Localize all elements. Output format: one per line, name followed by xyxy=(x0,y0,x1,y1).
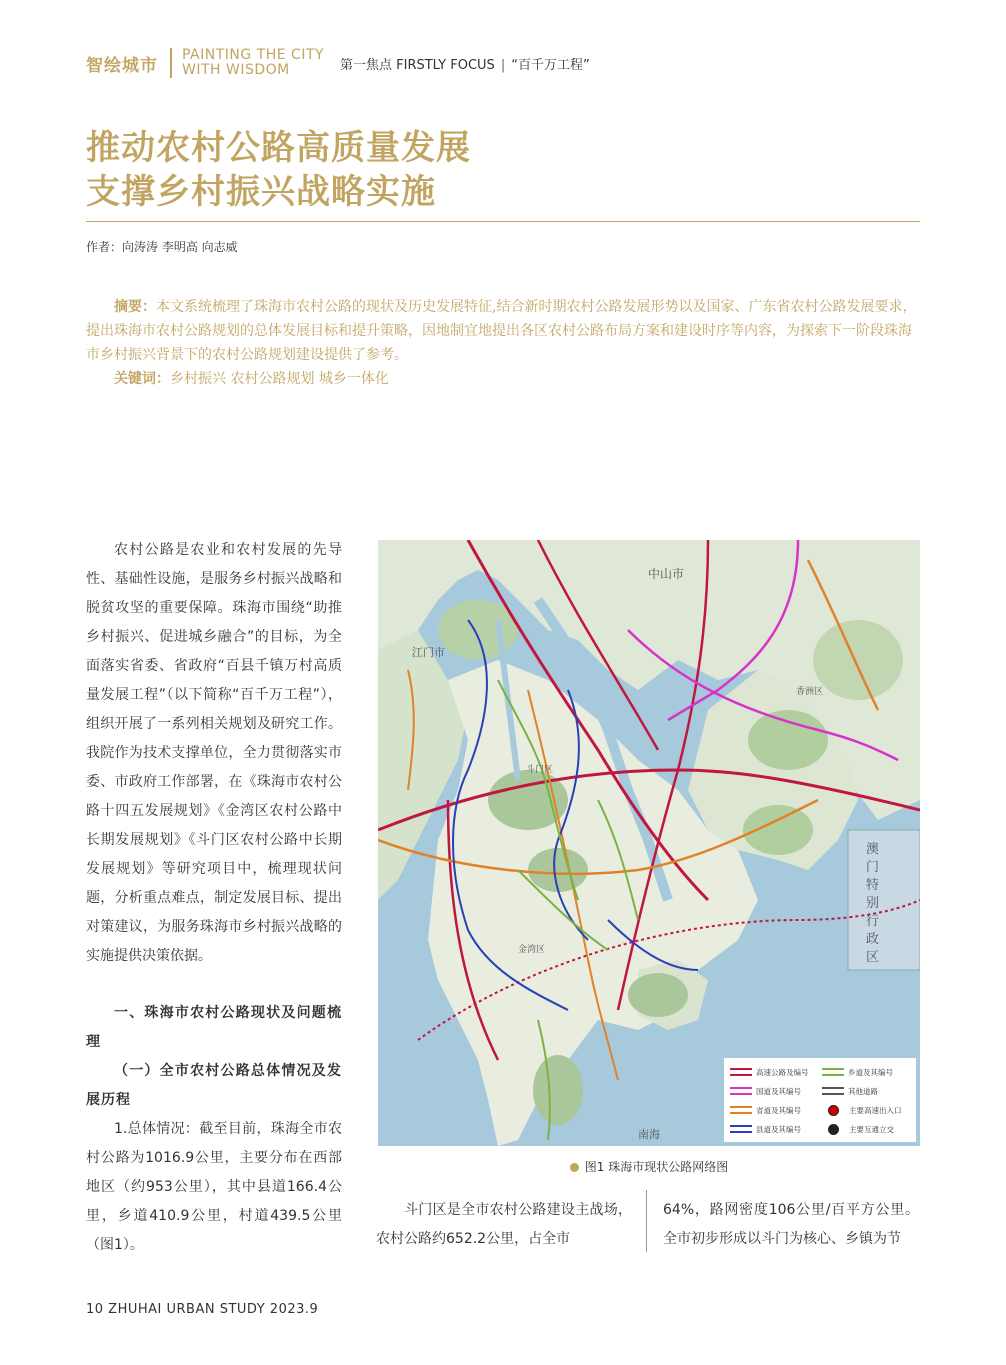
label-zhongshan: 中山市 xyxy=(648,567,685,581)
legend-label: 主要互通立交 xyxy=(849,1124,894,1134)
title-rule xyxy=(86,221,920,222)
legend-item xyxy=(730,1121,818,1137)
legend-swatch xyxy=(822,1068,844,1076)
body-column-left xyxy=(86,536,342,1260)
authors: 作者：向涛涛 李明高 向志威 xyxy=(86,240,238,254)
legend-item xyxy=(822,1102,910,1118)
title-line-2: 支撑乡村振兴战略实施 xyxy=(86,172,436,212)
map-svg xyxy=(378,540,920,1146)
topic-label: “百千万工程” xyxy=(511,58,590,73)
legend-item xyxy=(730,1083,818,1099)
section-heading: 一、珠海市农村公路现状及问题梳理 xyxy=(86,1005,342,1050)
label-macau: 澳门特别行政区 xyxy=(866,841,880,964)
title-line-1: 推动农村公路高质量发展 xyxy=(86,128,471,168)
legend-swatch xyxy=(828,1124,839,1135)
legend-grid xyxy=(724,1058,916,1143)
caption-text: 图1 珠海市现状公路网络图 xyxy=(584,1160,729,1174)
macau-area xyxy=(848,830,920,970)
legend-swatch xyxy=(822,1087,844,1095)
paragraph-label: 1.总体情况： xyxy=(114,1121,200,1137)
section-label xyxy=(340,54,590,73)
hill xyxy=(748,710,828,770)
label-jinwan: 金湾区 xyxy=(518,944,546,954)
body-paragraph: 农村公路是农业和农村发展的先导性、基础性设施，是服务乡村振兴战略和脱贫攻坚的重要保障。珠海市围绕“助推乡村振兴、促进城乡融合”的目标，为全面落实省委、省政府“百县千镇万村高质量发展工程”（以下简称“百千万工程”），组织开展了一系列相关规划及研究工作。我院作为技术支撑单位，全力贯彻落实市委、市政府工作部署，在《珠海市农村公路十四五发展规划》《金湾区农村公路中长期发展规划》《斗门区农村公路中长期发展规划》等研究项目中，梳理现状问题，分析重点难点，制定发展目标、提出对策建议，为服务珠海市乡村振兴战略的实施提供决策依据。 xyxy=(86,542,342,964)
legend-swatch xyxy=(730,1106,752,1114)
legend-label: 乡道及其编号 xyxy=(848,1067,893,1077)
hill xyxy=(628,973,688,1017)
body-paragraph-3: 斗门区是全市农村公路建设主战场，农村公路约652.2公里，占全市 xyxy=(376,1202,632,1247)
abstract-label: 摘要： xyxy=(114,299,156,315)
hill xyxy=(813,620,903,700)
legend-swatch xyxy=(730,1125,752,1133)
body-column-right xyxy=(663,1196,919,1254)
brand-en: PAINTING THE CITY WITH WISDOM xyxy=(182,47,325,78)
legend-item xyxy=(730,1064,818,1080)
legend-label: 主要高速出入口 xyxy=(849,1105,902,1115)
hill xyxy=(528,848,588,892)
hill xyxy=(533,1055,583,1125)
figure-caption xyxy=(378,1158,920,1175)
masthead-divider xyxy=(170,48,172,78)
legend-label: 国道及其编号 xyxy=(756,1086,801,1096)
map-legend xyxy=(724,1058,916,1142)
keywords-text: 乡村振兴 农村公路规划 城乡一体化 xyxy=(170,371,389,387)
legend-swatch xyxy=(730,1068,752,1076)
abstract-paragraph xyxy=(86,295,920,367)
legend-item xyxy=(822,1083,910,1099)
label-nanhai: 南海 xyxy=(638,1129,660,1141)
hill xyxy=(438,600,518,660)
keywords-paragraph xyxy=(86,367,920,391)
page-footer: 10 ZHUHAI URBAN STUDY 2023.9 xyxy=(86,1302,319,1317)
label-jiangmen: 江门市 xyxy=(412,647,445,659)
caption-bullet xyxy=(570,1163,579,1172)
road-network-map xyxy=(378,540,920,1146)
body-paragraph-4: 64%，路网密度106公里/百平方公里。全市初步形成以斗门为核心、乡镇为节 xyxy=(663,1202,919,1247)
keywords-label: 关键词： xyxy=(114,371,170,387)
label-doumen: 斗门区 xyxy=(526,764,554,774)
legend-item xyxy=(822,1064,910,1080)
abstract xyxy=(86,295,920,391)
brand-cn: 智绘城市 xyxy=(86,55,158,76)
article-title xyxy=(86,126,471,214)
focus-separator: | xyxy=(500,58,506,73)
legend-label: 省道及其编号 xyxy=(756,1105,801,1115)
legend-item xyxy=(730,1102,818,1118)
legend-label: 高速公路及编号 xyxy=(756,1067,809,1077)
abstract-text: 本文系统梳理了珠海市农村公路的现状及历史发展特征,结合新时期农村公路发展形势以及国家、广东省农村公路发展要求，提出珠海市农村公路规划的总体发展目标和提升策略，因地制宜地提出各区农村公路布局方案和建设时序等内容，为探索下一阶段珠海市乡村振兴背景下的农村公路规划建设提供了参考。 xyxy=(86,299,917,363)
legend-swatch xyxy=(828,1105,839,1116)
masthead xyxy=(86,46,324,80)
legend-item xyxy=(822,1121,910,1137)
legend-swatch xyxy=(730,1087,752,1095)
body-column-middle xyxy=(376,1196,632,1254)
subsection-heading: （一）全市农村公路总体情况及发展历程 xyxy=(86,1063,342,1108)
legend-label: 其他道路 xyxy=(848,1086,878,1096)
legend-label: 县道及其编号 xyxy=(756,1124,801,1134)
label-xiangzhou: 香洲区 xyxy=(796,686,824,696)
body-paragraph-2: 1.总体情况：截至目前，珠海全市农村公路为1016.9公里，主要分布在西部地区（约953公里），其中县道166.4公里，乡道410.9公里，村道439.5公里（图1）。 xyxy=(86,1121,343,1253)
focus-label: 第一焦点 FIRSTLY FOCUS xyxy=(340,58,495,73)
column-divider xyxy=(646,1190,647,1252)
